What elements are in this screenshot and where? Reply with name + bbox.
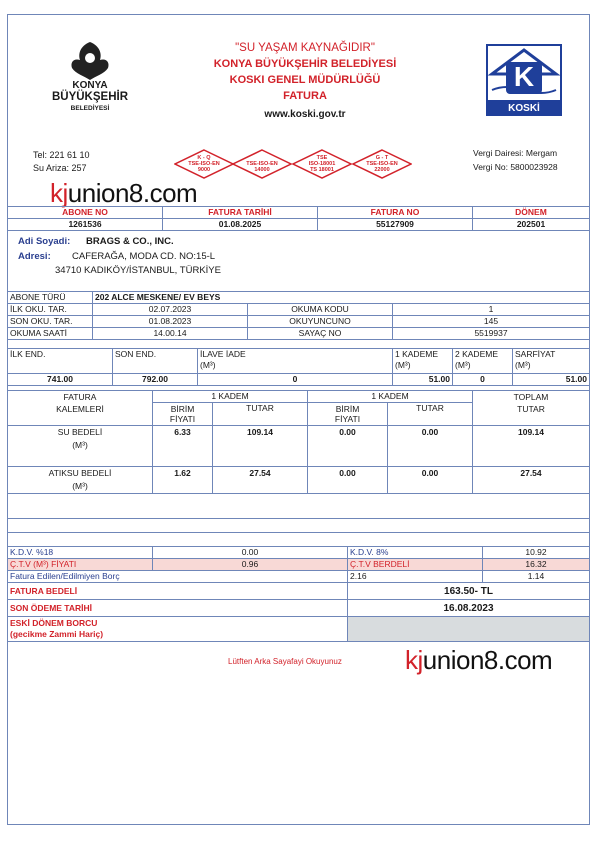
separator-1 xyxy=(7,518,590,519)
cert-badge-1 xyxy=(174,149,234,179)
fatura-tarihi-header: FATURA TARİHİ xyxy=(163,207,318,219)
fatura-bedeli-label: FATURA BEDELİ xyxy=(8,583,348,600)
su-ariza: Su Ariza: 257 xyxy=(33,163,87,173)
sarfiyat-header: SARFİYAT xyxy=(515,349,556,359)
ilk-okuma-value: 02.07.2023 xyxy=(93,304,248,316)
kademe1-unit: (M³) xyxy=(395,360,411,370)
fatura-tarihi-value: 01.08.2025 xyxy=(163,219,318,231)
address-line-2: 34710 KADIKÖY/İSTANBUL, TÜRKİYE xyxy=(55,265,221,276)
municipality-name: KONYA BÜYÜKŞEHİR BELEDİYESİ xyxy=(213,58,397,70)
cert-2-l3: 14000 xyxy=(254,167,270,173)
directorate-name: KOSKI GENEL MÜDÜRLÜĞÜ xyxy=(229,74,381,86)
ctv-label: Ç.T.V (M³) FİYATI xyxy=(8,559,153,571)
su-tutar1: 109.14 xyxy=(213,426,308,467)
sarfiyat-value: 51.00 xyxy=(513,374,590,386)
ctv-value: 0.96 xyxy=(153,559,348,571)
su-birim-fiyat2: 0.00 xyxy=(308,426,388,467)
ilave-iade-value: 0 xyxy=(198,374,393,386)
watermark-top-rest: union8.com xyxy=(67,178,198,208)
fatura-bedeli-value: 163.50- TL xyxy=(348,583,590,600)
kadem1-header: 1 KADEM xyxy=(153,391,308,403)
kdv18-label: K.D.V. %18 xyxy=(8,547,153,559)
cert-1-l3: 9000 xyxy=(197,167,211,173)
watermark-top xyxy=(50,178,197,209)
customer-name: BRAGS & CO., INC. xyxy=(86,236,174,247)
okuma-saati-value: 14.00.14 xyxy=(93,328,248,340)
okuyuncuno-value: 145 xyxy=(393,316,590,328)
address-line-1: CAFERAĞA, MODA CD. NO:15-L xyxy=(72,251,216,262)
watermark-top-k: kj xyxy=(50,178,68,208)
document-type: FATURA xyxy=(283,90,327,102)
tax-number: Vergi No: 5800023928 xyxy=(473,162,558,172)
koski-logo-name: KOSKİ xyxy=(486,102,562,116)
kalemleri-header: KALEMLERİ xyxy=(56,404,104,414)
fiyati2-header: FİYATI xyxy=(334,414,361,424)
kademe1-header: 1 KADEME xyxy=(395,349,438,359)
abone-no-header: ABONE NO xyxy=(8,207,163,219)
borc-value-1: 2.16 xyxy=(348,571,483,583)
summary-table xyxy=(7,546,590,642)
kademe1-value: 51.00 xyxy=(393,374,453,386)
konya-logo xyxy=(50,40,130,120)
eski-borc-sublabel: (gecikme Zammi Hariç) xyxy=(10,629,104,639)
son-okuma-value: 01.08.2023 xyxy=(93,316,248,328)
okuma-kodu-label: OKUMA KODU xyxy=(248,304,393,316)
eski-borc-label: ESKİ DÖNEM BORCU xyxy=(10,618,98,628)
kdv8-value: 10.92 xyxy=(483,547,590,559)
eski-borc-value xyxy=(348,617,590,642)
items-table xyxy=(7,390,590,494)
kadem2-header: 1 KADEM xyxy=(308,391,473,403)
item-row-su xyxy=(8,426,590,467)
abone-turu-value: 202 ALCE MESKENE/ EV BEYS xyxy=(93,292,590,304)
cert-badge-3 xyxy=(292,149,352,179)
donem-value: 202501 xyxy=(473,219,590,231)
tel: Tel: 221 61 10 xyxy=(33,150,90,160)
separator-2 xyxy=(7,532,590,533)
kademe2-header: 2 KADEME xyxy=(455,349,498,359)
watermark-bottom-k: kj xyxy=(405,645,423,675)
okuma-saati-label: OKUMA SAATİ xyxy=(8,328,93,340)
atiksu-tutar1: 27.54 xyxy=(213,467,308,494)
meter-table xyxy=(7,291,590,340)
watermark-bottom xyxy=(405,645,552,676)
watermark-bottom-rest: union8.com xyxy=(422,645,553,675)
borc-label: Fatura Edilen/Edilmiyen Borç xyxy=(8,571,348,583)
konya-logo-line2: BÜYÜKŞEHİR xyxy=(51,91,129,103)
cert-1-l1: K - Q xyxy=(197,155,211,161)
su-bedeli-unit: (M³) xyxy=(72,440,88,450)
ilave-iade-header: İLAVE İADE xyxy=(200,349,246,359)
fatura-no-value: 55127909 xyxy=(318,219,473,231)
cert-3-l2: ISO-18001 xyxy=(308,161,336,167)
kademe2-value: 0 xyxy=(453,374,513,386)
atiksu-birim-fiyat2: 0.00 xyxy=(308,467,388,494)
kademe2-unit: (M³) xyxy=(455,360,471,370)
abone-no-value: 1261536 xyxy=(8,219,163,231)
son-end-header: SON END. xyxy=(113,349,198,374)
tutar2-header: TUTAR xyxy=(388,403,473,426)
cert-badge-2 xyxy=(232,149,292,179)
birim2-header: BİRİM xyxy=(335,404,360,414)
cert-4-l1: G - T xyxy=(375,155,389,161)
konya-emblem-icon xyxy=(50,40,130,82)
abone-turu-label: ABONE TÜRÜ xyxy=(8,292,93,304)
atiksu-bedeli-unit: (M³) xyxy=(72,481,88,491)
website: www.koski.gov.tr xyxy=(264,109,346,120)
atiksu-toplam: 27.54 xyxy=(473,467,590,494)
ilave-iade-unit: (M³) xyxy=(200,360,216,370)
cert-2-l2: TSE-ISO-EN xyxy=(246,161,278,167)
ilk-end-header: İLK END. xyxy=(8,349,113,374)
tutar1-header: TUTAR xyxy=(213,403,308,426)
invoice-header-table xyxy=(7,206,590,231)
address-label: Adresi: xyxy=(18,251,51,262)
borc-value-2: 1.14 xyxy=(483,571,590,583)
ilk-okuma-label: İLK OKU. TAR. xyxy=(8,304,93,316)
konya-logo-line3: BELEDİYESİ xyxy=(70,105,110,112)
fatura-header: FATURA xyxy=(63,392,97,402)
kdv18-value: 0.00 xyxy=(153,547,348,559)
cert-3-l1: TSE xyxy=(316,155,328,161)
son-end-value: 792.00 xyxy=(113,374,198,386)
fiyati1-header: FİYATI xyxy=(169,414,196,424)
sayac-no-value: 5519937 xyxy=(393,328,590,340)
name-label: Adi Soyadi: xyxy=(18,236,71,247)
toplam-tutar-header: TUTAR xyxy=(517,404,545,414)
son-odeme-value: 16.08.2023 xyxy=(348,600,590,617)
su-bedeli-label: SU BEDELİ xyxy=(57,427,103,437)
son-odeme-label: SON ÖDEME TARİHİ xyxy=(8,600,348,617)
slogan: "SU YAŞAM KAYNAĞIDIR" xyxy=(235,42,375,54)
cert-4-l3: 22000 xyxy=(374,167,390,173)
cert-3-l3: TS 18001 xyxy=(310,167,334,173)
atiksu-tutar2: 0.00 xyxy=(388,467,473,494)
cert-4-l2: TSE-ISO-EN xyxy=(366,161,398,167)
sayac-no-label: SAYAÇ NO xyxy=(248,328,393,340)
tax-office: Vergi Dairesi: Mergam xyxy=(473,148,558,158)
kdv8-label: K.D.V. 8% xyxy=(348,547,483,559)
birim1-header: BİRİM xyxy=(170,404,195,414)
atiksu-bedeli-label: ATIKSU BEDELİ xyxy=(48,468,112,478)
koski-logo xyxy=(486,44,562,116)
su-tutar2: 0.00 xyxy=(388,426,473,467)
koski-logo-letter: K xyxy=(513,61,535,92)
item-row-atiksu xyxy=(8,467,590,494)
son-okuma-label: SON OKU. TAR. xyxy=(8,316,93,328)
ctv-berdeli-value: 16.32 xyxy=(483,559,590,571)
sarfiyat-unit: (M³) xyxy=(515,360,531,370)
index-table xyxy=(7,348,590,386)
su-toplam: 109.14 xyxy=(473,426,590,467)
ilk-end-value: 741.00 xyxy=(8,374,113,386)
su-birim-fiyat: 6.33 xyxy=(153,426,213,467)
toplam-header: TOPLAM xyxy=(513,392,549,402)
cert-1-l2: TSE-ISO-EN xyxy=(188,161,220,167)
fatura-no-header: FATURA NO xyxy=(318,207,473,219)
atiksu-birim-fiyat: 1.62 xyxy=(153,467,213,494)
okuyuncuno-label: OKUYUNCUNO xyxy=(248,316,393,328)
konya-logo-line1: KONYA xyxy=(72,80,108,91)
donem-header: DÖNEM xyxy=(473,207,590,219)
ctv-berdeli-label: Ç.T.V BERDELİ xyxy=(348,559,483,571)
okuma-kodu-value: 1 xyxy=(393,304,590,316)
note: Lütften Arka Sayafayi Okuyunuz xyxy=(228,657,342,666)
cert-badge-4 xyxy=(352,149,412,179)
